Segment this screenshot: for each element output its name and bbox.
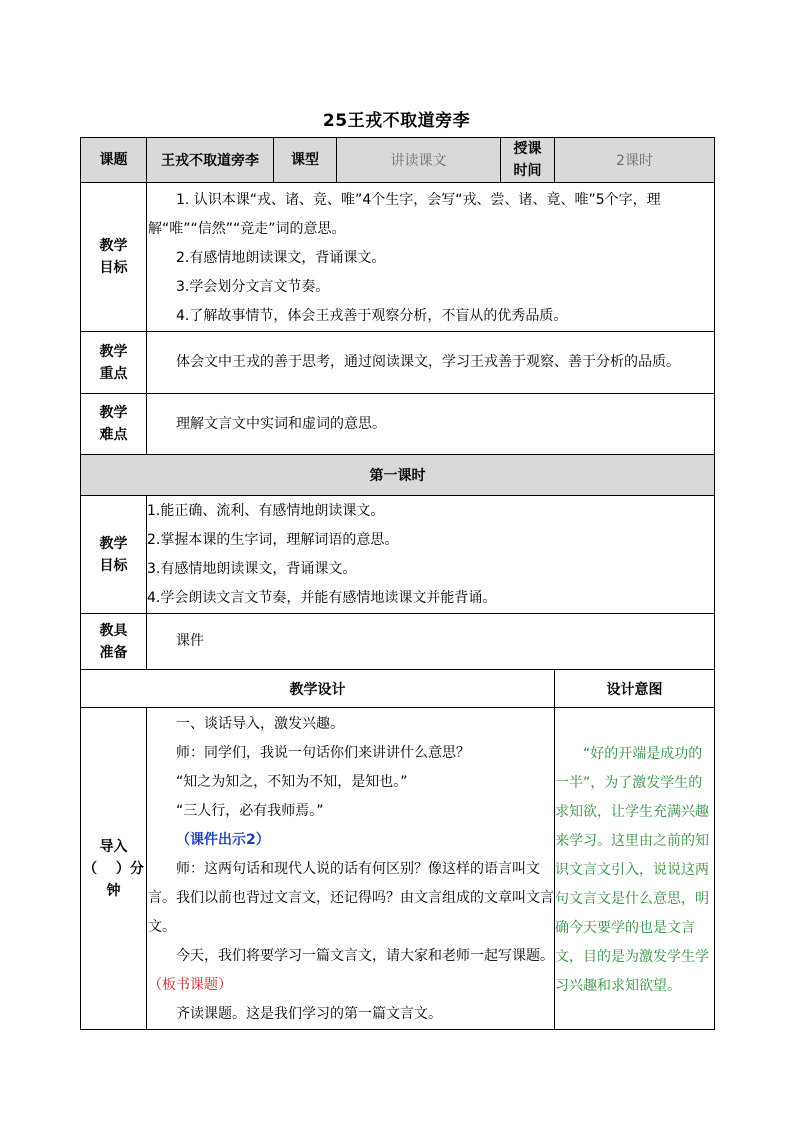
intent-column-header: 设计意图 [555, 670, 715, 708]
goals-label [81, 183, 147, 332]
tools-label [81, 614, 147, 670]
goals-label-line2: 目标 [99, 260, 128, 276]
intro-design-content [147, 708, 555, 1030]
time-label-line2: 时间 [513, 163, 542, 179]
focus-row [81, 332, 715, 394]
focus-label-line2: 重点 [99, 365, 128, 382]
time-value: 2课时 [555, 138, 715, 183]
focus-label-line1: 教学 [99, 343, 128, 360]
time-label [501, 138, 555, 183]
document-title: 25王戎不取道旁李 [322, 111, 471, 131]
intro-label [81, 708, 147, 1030]
lesson1-goal-item: 4.学会朗读文言文节奏，并能有感情地读课文并能背诵。 [147, 589, 497, 606]
design-paragraph: 师：同学们，我说一句话你们来讲讲什么意思？ [176, 745, 470, 761]
tools-content [147, 614, 715, 670]
goal-item: 1. 认识本课“戎、诸、竞、唯”4个生字，会写“戎、尝、诸、竟、唯”5个字，理解“唯”“信然”“竞走”词的意思。 [148, 192, 661, 237]
design-header-row [81, 670, 715, 708]
lesson1-title: 第一课时 [81, 455, 715, 496]
focus-content [147, 332, 715, 394]
time-label-line1: 授课 [513, 141, 542, 157]
intent-content [555, 708, 715, 1030]
design-paragraph: 一、谈话导入，激发兴趣。 [176, 716, 344, 732]
header-row [81, 138, 715, 183]
lesson1-goals-label-line1: 教学 [99, 535, 128, 552]
difficulty-row [81, 394, 715, 455]
goals-row [81, 183, 715, 332]
type-value: 讲读课文 [337, 138, 501, 183]
difficulty-label [81, 394, 147, 455]
topic-label: 课题 [81, 138, 147, 183]
type-label: 课型 [274, 138, 337, 183]
difficulty-content [147, 394, 715, 455]
design-paragraph [148, 942, 554, 1000]
intro-row [81, 708, 715, 1030]
lesson1-goals-label [81, 496, 147, 614]
difficulty-text: 理解文言文中实词和虚词的意思。 [176, 415, 386, 432]
tools-value: 课件 [176, 633, 204, 649]
design-quote: “三人行，必有我师焉。” [176, 803, 324, 819]
tools-label-line1: 教具 [99, 622, 128, 639]
focus-label [81, 332, 147, 394]
lesson1-goal-item: 1.能正确、流利、有感情地朗读课文。 [147, 502, 385, 519]
focus-text: 体会文中王戎的善于思考，通过阅读课文，学习王戎善于观察、善于分析的品质。 [176, 354, 680, 370]
lesson1-goals-content [147, 496, 715, 614]
topic-value: 王戎不取道旁李 [147, 138, 274, 183]
intro-label-line1: 导入 [99, 838, 128, 855]
design-paragraph-text: 今天，我们将要学习一篇文言文，请大家和老师一起写课题。 [176, 948, 554, 964]
goal-item: 4.了解故事情节，体会王戎善于观察分析，不盲从的优秀品质。 [176, 308, 568, 324]
difficulty-label-line2: 难点 [99, 427, 128, 443]
courseware-note: （课件出示2） [176, 832, 270, 848]
tools-label-line2: 准备 [99, 644, 128, 661]
lesson1-goal-item: 2.掌握本课的生字词，理解词语的意思。 [147, 531, 399, 548]
goals-label-line1: 教学 [99, 238, 128, 254]
lesson1-header-row [81, 455, 715, 496]
lesson1-goals-row [81, 496, 715, 614]
difficulty-label-line1: 教学 [99, 405, 128, 421]
goal-item: 3.学会划分文言文节奏。 [176, 279, 330, 295]
intro-label-line3: 钟 [106, 882, 121, 899]
design-quote: “知之为知之，不知为不知，是知也。” [176, 774, 408, 790]
goal-item: 2.有感情地朗读课文，背诵课文。 [176, 250, 386, 266]
lesson1-goals-label-line2: 目标 [99, 557, 128, 574]
tools-row [81, 614, 715, 670]
intent-text: “好的开端是成功的一半”，为了激发学生的求知欲，让学生充满兴趣来学习。这里由之前的知识文言文引入，说说这两句文言文是什么意思，明确今天要学的也是文言文，目的是为激发学生学习兴趣和求知欲望。 [555, 745, 709, 994]
intro-label-line2: （ ）分 [83, 860, 144, 877]
design-column-header: 教学设计 [81, 670, 555, 708]
goals-content [147, 183, 715, 332]
lesson-plan-table [80, 137, 715, 1030]
design-paragraph: 师：这两句话和现代人说的话有何区别？像这样的语言叫文言。我们以前也背过文言文，还记得吗？由文言组成的文章叫文言文。 [148, 861, 554, 935]
design-paragraph: 齐读课题。这是我们学习的第一篇文言文。 [176, 1006, 442, 1022]
lesson1-goal-item: 3.有感情地朗读课文，背诵课文。 [147, 560, 357, 577]
board-writing-note: （板书课题） [148, 977, 232, 993]
